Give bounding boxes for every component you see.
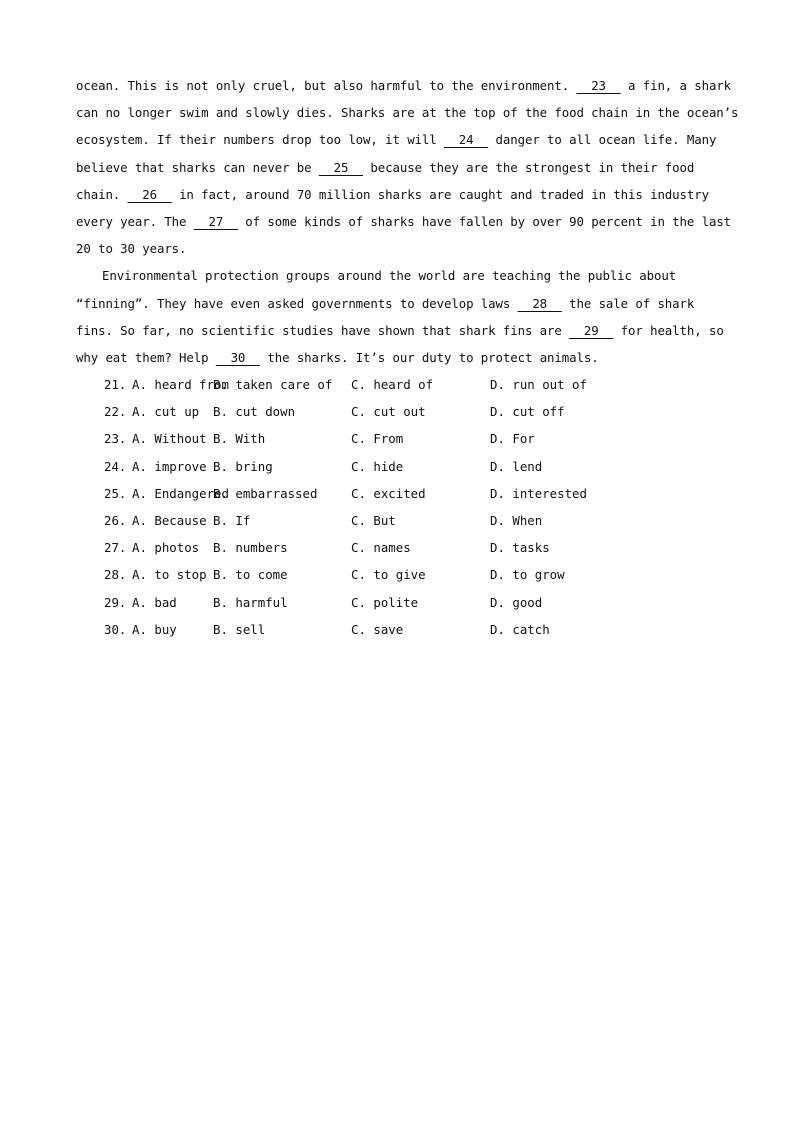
- passage-line: [76, 262, 716, 289]
- passage-text: fins. So far, no scientific studies have shown that shark fins are: [76, 322, 570, 338]
- question-row: [76, 589, 716, 616]
- passage-line: [76, 235, 716, 262]
- passage-text: a fin, a shark: [620, 78, 732, 93]
- passage-text: why eat them? Help: [76, 349, 216, 365]
- option-c: C. to give: [351, 567, 426, 583]
- question-number: 28.: [104, 567, 127, 583]
- question-row: [76, 398, 716, 425]
- question-number: 27.: [104, 540, 127, 556]
- passage-text: ocean. This is not only cruel, but also harmful to the environment.: [76, 78, 577, 93]
- passage-text: of some kinds of sharks have fallen by over 90 percent in the last: [237, 213, 732, 229]
- question-row: [76, 507, 716, 534]
- question-row: [76, 616, 716, 643]
- passage-text: ecosystem. If their numbers drop too low, it will: [76, 132, 444, 148]
- passage-line: [76, 99, 739, 126]
- option-d: D. good: [490, 594, 543, 610]
- question-row: [76, 534, 716, 561]
- option-a: A. to stop: [132, 567, 207, 583]
- blank-27: 27: [193, 213, 238, 229]
- option-a: A. photos: [132, 540, 200, 556]
- passage-text: the sharks. It’s our duty to protect animals.: [260, 349, 599, 365]
- option-d: D. to grow: [490, 567, 565, 583]
- passage-text: in fact, around 70 million sharks are caught and traded in this industry: [171, 186, 709, 202]
- answer-options: [76, 371, 716, 643]
- passage-line: [76, 181, 716, 208]
- question-number: 26.: [104, 513, 127, 528]
- passage-line: [76, 344, 716, 371]
- option-d: D. When: [490, 513, 543, 528]
- option-d: D. For: [490, 431, 535, 447]
- blank-28: 28: [517, 295, 562, 311]
- option-b: B. sell: [213, 621, 266, 637]
- passage-line: [76, 290, 716, 317]
- option-b: B. cut down: [213, 404, 296, 420]
- option-b: B. bring: [213, 458, 273, 474]
- option-c: C. But: [351, 513, 396, 528]
- question-number: 30.: [104, 621, 127, 637]
- option-a: A. heard from: [132, 377, 229, 393]
- option-c: C. save: [351, 621, 404, 637]
- option-b: B. to come: [213, 567, 288, 583]
- option-d: D. catch: [490, 621, 550, 637]
- option-c: C. excited: [351, 485, 426, 501]
- passage-line: [76, 317, 724, 344]
- passage-text: chain.: [76, 186, 128, 202]
- option-c: C. From: [351, 431, 404, 447]
- question-number: 21.: [104, 377, 127, 393]
- option-b: B. With: [213, 431, 266, 447]
- passage-text: “finning”. They have even asked governments to develop laws: [76, 295, 518, 311]
- passage-text: danger to all ocean life. Many: [488, 132, 717, 148]
- blank-25: 25: [318, 159, 364, 175]
- option-a: A. bad: [132, 594, 177, 610]
- blank-26: 26: [127, 186, 172, 202]
- passage-text: believe that sharks can never be: [76, 159, 319, 175]
- question-row: [76, 453, 716, 480]
- passage-text: every year. The: [76, 213, 194, 229]
- question-number: 29.: [104, 594, 127, 610]
- passage-text: because they are the strongest in their food: [363, 159, 695, 175]
- passage-line: [76, 208, 732, 235]
- passage-text: for health, so: [613, 322, 724, 338]
- question-number: 22.: [104, 404, 127, 420]
- passage-text: can no longer swim and slowly dies. Sharks are at the top of the food chain in the ocean’s: [76, 105, 739, 121]
- option-c: C. heard of: [351, 377, 434, 393]
- option-c: C. hide: [351, 458, 404, 474]
- passage-line: [76, 154, 716, 181]
- option-a: A. buy: [132, 621, 177, 637]
- question-number: 25.: [104, 485, 127, 501]
- option-b: B. numbers: [213, 540, 288, 556]
- passage-line: [76, 72, 732, 99]
- question-row: [76, 480, 716, 507]
- option-a: A. Without: [132, 431, 207, 447]
- option-c: C. names: [351, 540, 411, 556]
- question-number: 24.: [104, 458, 127, 474]
- option-b: B. taken care of: [213, 377, 333, 393]
- passage-text: Environmental protection groups around the world are teaching the public about: [102, 268, 677, 284]
- option-d: D. lend: [490, 458, 543, 474]
- passage-text: 20 to 30 years.: [76, 241, 187, 257]
- question-row: [76, 371, 716, 398]
- option-a: A. Endangered: [132, 485, 229, 501]
- cloze-passage: [76, 72, 739, 371]
- question-row: [76, 561, 716, 588]
- passage-text: the sale of shark: [561, 295, 695, 311]
- option-b: B. If: [213, 513, 251, 528]
- option-a: A. cut up: [132, 404, 200, 420]
- option-a: A. Because: [132, 513, 207, 528]
- question-number: 23.: [104, 431, 127, 447]
- option-a: A. improve: [132, 458, 207, 474]
- blank-23: 23: [576, 78, 621, 93]
- option-b: B. embarrassed: [213, 485, 318, 501]
- option-b: B. harmful: [213, 594, 288, 610]
- question-row: [76, 425, 716, 452]
- option-d: D. interested: [490, 485, 587, 501]
- blank-24: 24: [444, 132, 489, 148]
- passage-line: [76, 126, 716, 153]
- option-d: D. run out of: [490, 377, 587, 393]
- option-c: C. polite: [351, 594, 419, 610]
- document-page: [76, 72, 739, 643]
- blank-29: 29: [569, 322, 614, 338]
- option-c: C. cut out: [351, 404, 426, 420]
- option-d: D. cut off: [490, 404, 565, 420]
- blank-30: 30: [215, 349, 261, 365]
- option-d: D. tasks: [490, 540, 550, 556]
